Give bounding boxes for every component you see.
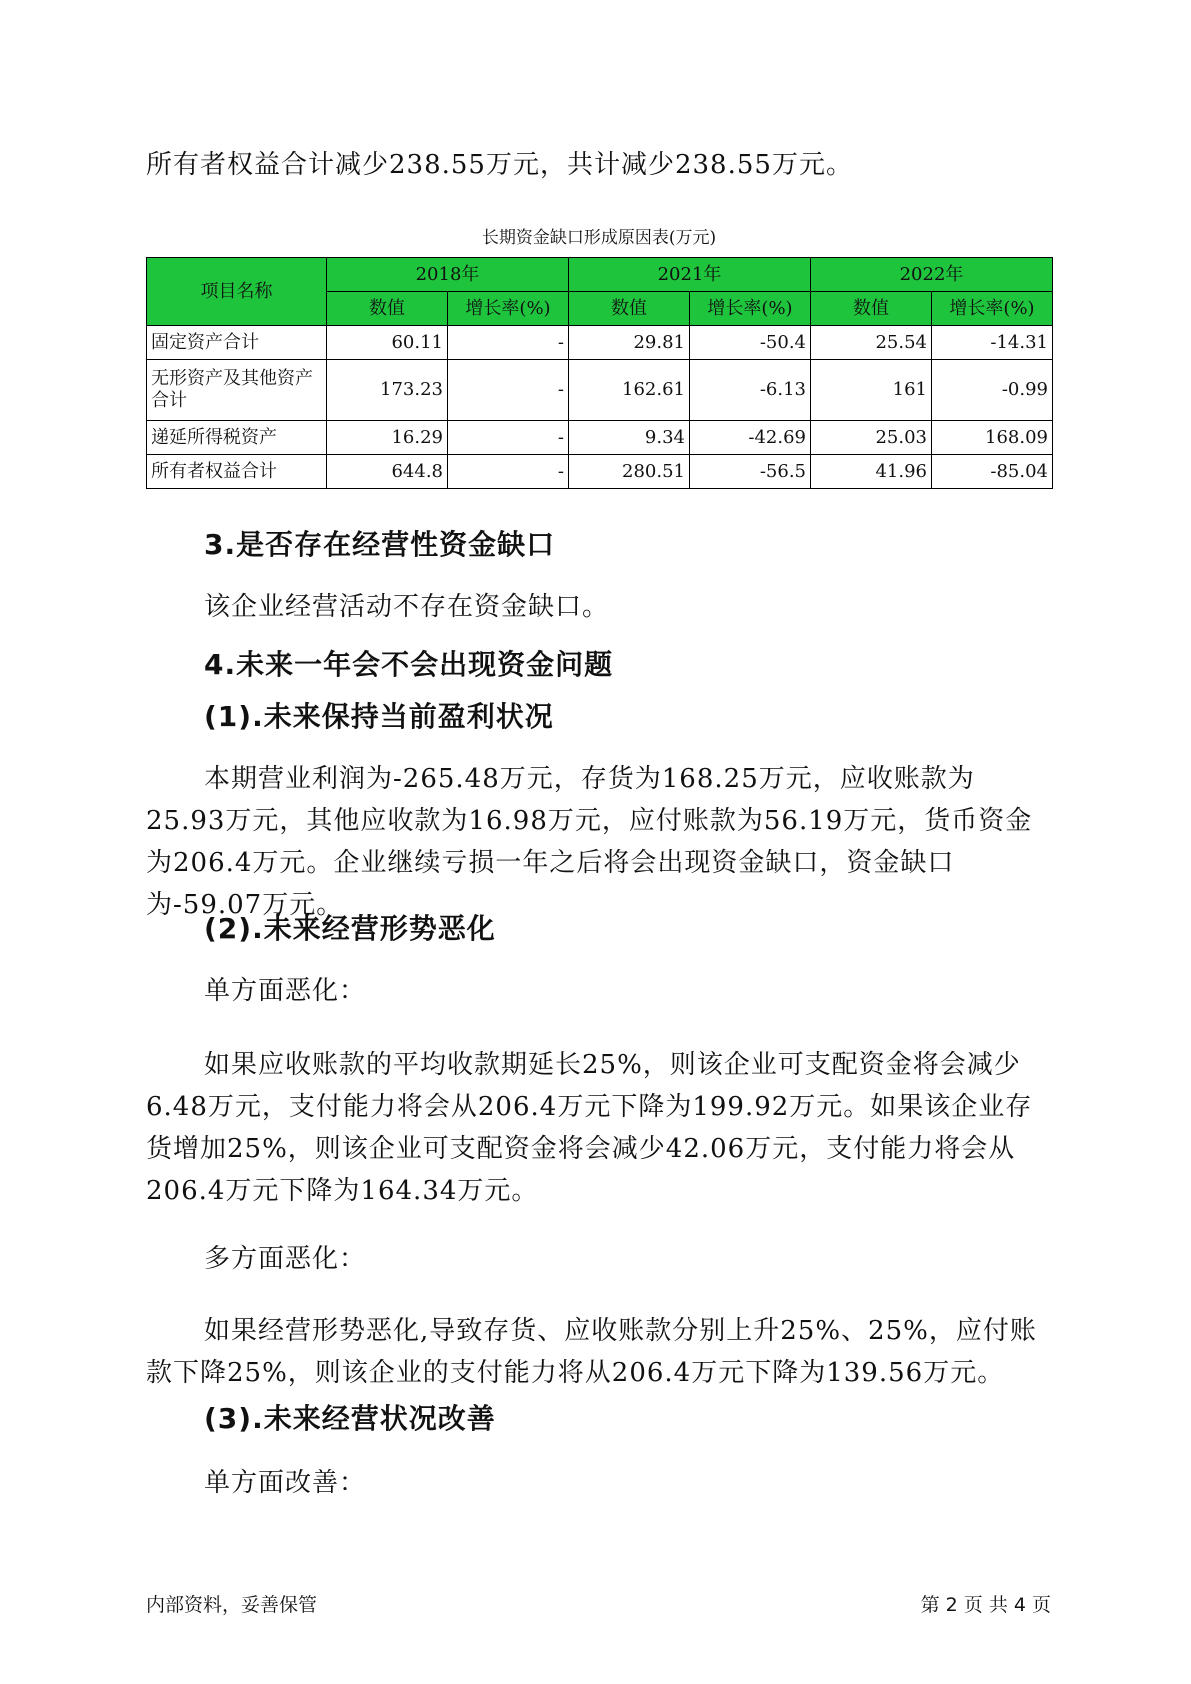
cell-value: 16.29 <box>327 421 448 455</box>
intro-paragraph: 所有者权益合计减少238.55万元，共计减少238.55万元。 <box>146 150 853 180</box>
table-row <box>147 360 1053 421</box>
sub3-heading: (3).未来经营状况改善 <box>204 1402 496 1435</box>
sub2-multi-label: 多方面恶化： <box>204 1244 367 1274</box>
table-subheader-growth: 增长率(%) <box>448 292 569 326</box>
table-row <box>147 326 1053 360</box>
sub1-heading: (1).未来保持当前盈利状况 <box>204 700 554 733</box>
row-label: 所有者权益合计 <box>147 455 327 489</box>
section3-heading: 3.是否存在经营性资金缺口 <box>204 528 556 561</box>
cell-growth: - <box>448 326 569 360</box>
cell-growth: -85.04 <box>932 455 1053 489</box>
cell-value: 25.03 <box>811 421 932 455</box>
cell-value: 41.96 <box>811 455 932 489</box>
cell-growth: -0.99 <box>932 360 1053 421</box>
cell-value: 161 <box>811 360 932 421</box>
table-caption: 长期资金缺口形成原因表(万元) <box>481 228 717 248</box>
cell-value: 29.81 <box>569 326 690 360</box>
table-subheader-value: 数值 <box>811 292 932 326</box>
table-header-item: 项目名称 <box>147 258 327 326</box>
sub3-single-label: 单方面改善： <box>204 1468 367 1498</box>
sub1-text: 本期营业利润为-265.48万元，存货为168.25万元，应收账款为25.93万元，其他应收款为16.98万元，应付账款为56.19万元，货币资金为206.4万元。企业继续亏损一年之后将会出现资金缺口，资金缺口为-59.07万元。 <box>146 764 1033 920</box>
cell-growth: -50.4 <box>690 326 811 360</box>
cell-growth: -42.69 <box>690 421 811 455</box>
sub2-heading: (2).未来经营形势恶化 <box>204 912 496 945</box>
cell-value: 9.34 <box>569 421 690 455</box>
section4-heading: 4.未来一年会不会出现资金问题 <box>204 648 614 681</box>
row-label: 递延所得税资产 <box>147 421 327 455</box>
cell-value: 280.51 <box>569 455 690 489</box>
row-label: 固定资产合计 <box>147 326 327 360</box>
cell-value: 173.23 <box>327 360 448 421</box>
cell-value: 644.8 <box>327 455 448 489</box>
table-subheader-value: 数值 <box>327 292 448 326</box>
cell-growth: - <box>448 360 569 421</box>
table-subheader-growth: 增长率(%) <box>690 292 811 326</box>
section3-text: 该企业经营活动不存在资金缺口。 <box>204 592 610 622</box>
cell-growth: -14.31 <box>932 326 1053 360</box>
table-header-year: 2021年 <box>569 258 811 292</box>
table-subheader-value: 数值 <box>569 292 690 326</box>
table-header-year: 2018年 <box>327 258 569 292</box>
cell-value: 25.54 <box>811 326 932 360</box>
cell-growth: - <box>448 455 569 489</box>
cell-growth: - <box>448 421 569 455</box>
table-header-year: 2022年 <box>811 258 1053 292</box>
cell-value: 162.61 <box>569 360 690 421</box>
cell-growth: -6.13 <box>690 360 811 421</box>
table-row <box>147 421 1053 455</box>
table-row <box>147 455 1053 489</box>
row-label: 无形资产及其他资产合计 <box>147 360 327 421</box>
sub2-multi-text: 如果经营形势恶化,导致存货、应收账款分别上升25%、25%，应付账款下降25%，则该企业的支付能力将从206.4万元下降为139.56万元。 <box>146 1316 1037 1388</box>
cell-value: 60.11 <box>327 326 448 360</box>
sub2-single-text: 如果应收账款的平均收款期延长25%，则该企业可支配资金将会减少6.48万元，支付能力将会从206.4万元下降为199.92万元。如果该企业存货增加25%，则该企业可支配资金将会减少42.06万元，支付能力将会从206.4万元下降为164.34万元。 <box>146 1050 1033 1206</box>
table-subheader-growth: 增长率(%) <box>932 292 1053 326</box>
footer-note: 内部资料，妥善保管 <box>146 1594 318 1616</box>
cell-growth: 168.09 <box>932 421 1053 455</box>
page-number: 第 2 页 共 4 页 <box>920 1594 1051 1616</box>
capital-gap-table <box>146 257 1053 489</box>
sub2-single-label: 单方面恶化： <box>204 976 367 1006</box>
cell-growth: -56.5 <box>690 455 811 489</box>
